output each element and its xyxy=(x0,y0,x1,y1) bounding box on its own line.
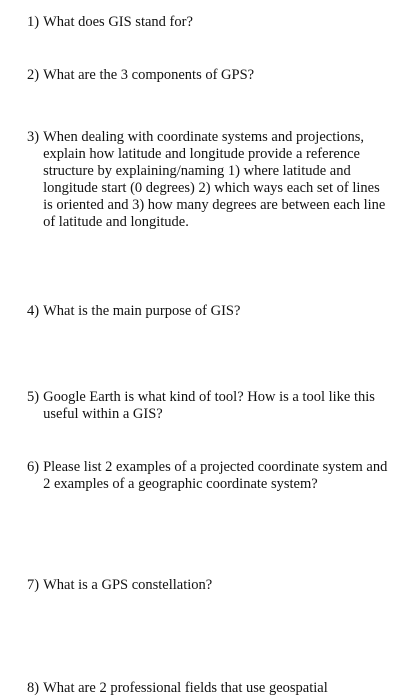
question-text xyxy=(43,577,212,594)
question-line: useful within a GIS? xyxy=(43,406,163,422)
question-line: longitude start (0 degrees) 2) which ways each set of lines xyxy=(43,180,380,196)
question-line: What are the 3 components of GPS? xyxy=(43,67,255,83)
question-text xyxy=(43,14,193,31)
question-line: Google Earth is what kind of tool? How is a tool like this xyxy=(43,389,375,405)
question-line: structure by explaining/naming 1) where latitude and xyxy=(43,163,351,179)
question-number: 1) xyxy=(27,14,40,30)
question-6 xyxy=(27,459,395,493)
question-number: 8) xyxy=(27,680,40,696)
question-line: What is a GPS constellation? xyxy=(43,577,213,593)
question-3 xyxy=(27,129,395,231)
question-line: explain how latitude and longitude provide a reference xyxy=(43,146,360,162)
question-line: of latitude and longitude. xyxy=(43,214,189,230)
question-line: When dealing with coordinate systems and projections, xyxy=(43,129,365,145)
question-text xyxy=(43,389,375,423)
question-4 xyxy=(27,303,395,320)
question-line: What does GIS stand for? xyxy=(43,14,193,30)
question-text xyxy=(43,67,254,84)
question-1 xyxy=(27,14,395,31)
question-number: 7) xyxy=(27,577,40,593)
question-5 xyxy=(27,389,395,423)
question-text xyxy=(43,680,328,697)
question-text xyxy=(43,303,240,320)
question-number: 4) xyxy=(27,303,40,319)
question-line: What is the main purpose of GIS? xyxy=(43,303,241,319)
question-line: 2 examples of a geographic coordinate system? xyxy=(43,476,318,492)
question-line: What are 2 professional fields that use geospatial xyxy=(43,680,328,696)
question-number: 2) xyxy=(27,67,40,83)
question-number: 3) xyxy=(27,129,40,145)
question-number: 6) xyxy=(27,459,40,475)
question-8 xyxy=(27,680,395,697)
question-7 xyxy=(27,577,395,594)
question-text xyxy=(43,129,385,231)
question-number: 5) xyxy=(27,389,40,405)
question-2 xyxy=(27,67,395,84)
question-text xyxy=(43,459,387,493)
question-line: is oriented and 3) how many degrees are between each line xyxy=(43,197,386,213)
question-line: Please list 2 examples of a projected coordinate system and xyxy=(43,459,388,475)
